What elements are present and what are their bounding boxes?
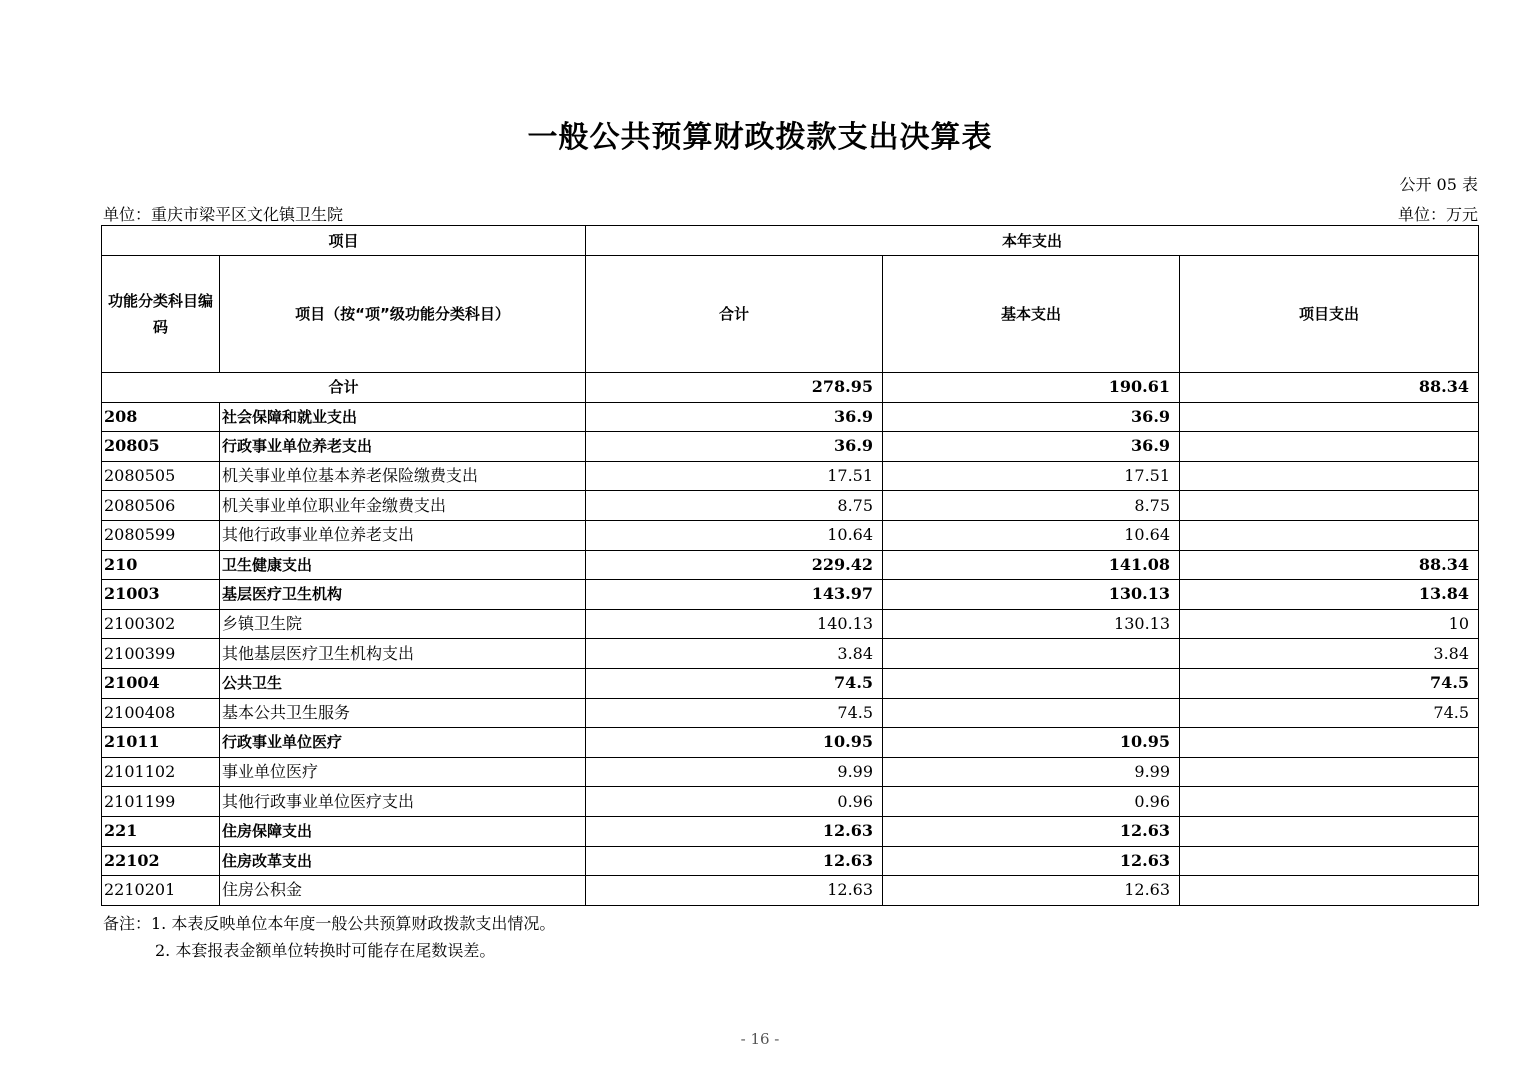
row-code: 21004 — [102, 668, 220, 698]
table-row — [102, 728, 1479, 758]
row-name: 基本公共卫生服务 — [220, 698, 586, 728]
row-total: 12.63 — [586, 846, 883, 876]
row-code: 2100408 — [102, 698, 220, 728]
table-row — [102, 580, 1479, 610]
table-row — [102, 698, 1479, 728]
row-basic: 36.9 — [883, 432, 1180, 462]
row-basic: 141.08 — [883, 550, 1180, 580]
form-number: 公开 05 表 — [1399, 175, 1478, 194]
row-item: 13.84 — [1180, 580, 1479, 610]
row-code: 2101102 — [102, 757, 220, 787]
row-item — [1180, 876, 1479, 906]
row-item — [1180, 728, 1479, 758]
table-row — [102, 609, 1479, 639]
row-item — [1180, 846, 1479, 876]
table-row — [102, 461, 1479, 491]
row-item — [1180, 402, 1479, 432]
row-name: 公共卫生 — [220, 668, 586, 698]
row-basic: 17.51 — [883, 461, 1180, 491]
row-total: 143.97 — [586, 580, 883, 610]
table-row — [102, 491, 1479, 521]
row-total: 36.9 — [586, 432, 883, 462]
row-code: 22102 — [102, 846, 220, 876]
header-project: 项目 — [102, 226, 586, 256]
header-current-year: 本年支出 — [586, 226, 1479, 256]
header-row-1 — [102, 226, 1479, 256]
row-code: 2080506 — [102, 491, 220, 521]
row-basic — [883, 639, 1180, 669]
row-name: 其他行政事业单位养老支出 — [220, 520, 586, 550]
total-sum: 278.95 — [586, 373, 883, 403]
table-row — [102, 846, 1479, 876]
table-row — [102, 520, 1479, 550]
note-1: 备注：1. 本表反映单位本年度一般公共预算财政拨款支出情况。 — [103, 914, 556, 933]
row-item — [1180, 816, 1479, 846]
row-item: 10 — [1180, 609, 1479, 639]
row-basic: 36.9 — [883, 402, 1180, 432]
page-number: - 16 - — [740, 1030, 780, 1048]
table-row — [102, 639, 1479, 669]
row-code: 21003 — [102, 580, 220, 610]
row-total: 74.5 — [586, 698, 883, 728]
row-name: 机关事业单位基本养老保险缴费支出 — [220, 461, 586, 491]
row-item — [1180, 461, 1479, 491]
table-row — [102, 816, 1479, 846]
header-row-2 — [102, 256, 1479, 373]
row-name: 乡镇卫生院 — [220, 609, 586, 639]
row-basic: 0.96 — [883, 787, 1180, 817]
row-basic: 130.13 — [883, 609, 1180, 639]
table-row — [102, 757, 1479, 787]
row-item: 88.34 — [1180, 550, 1479, 580]
header-basic: 基本支出 — [883, 256, 1180, 373]
budget-table — [101, 225, 1479, 906]
row-code: 2100399 — [102, 639, 220, 669]
row-name: 事业单位医疗 — [220, 757, 586, 787]
row-basic: 12.63 — [883, 876, 1180, 906]
note-2: 2. 本套报表金额单位转换时可能存在尾数误差。 — [155, 941, 496, 960]
row-name: 其他行政事业单位医疗支出 — [220, 787, 586, 817]
row-total: 9.99 — [586, 757, 883, 787]
total-row — [102, 373, 1479, 403]
row-total: 12.63 — [586, 876, 883, 906]
page-title: 一般公共预算财政拨款支出决算表 — [527, 120, 993, 155]
row-code: 2080599 — [102, 520, 220, 550]
row-item — [1180, 432, 1479, 462]
table-row — [102, 432, 1479, 462]
row-total: 74.5 — [586, 668, 883, 698]
row-total: 36.9 — [586, 402, 883, 432]
row-total: 0.96 — [586, 787, 883, 817]
row-basic: 12.63 — [883, 846, 1180, 876]
row-name: 卫生健康支出 — [220, 550, 586, 580]
row-code: 210 — [102, 550, 220, 580]
table-row — [102, 668, 1479, 698]
row-total: 12.63 — [586, 816, 883, 846]
table-row — [102, 787, 1479, 817]
row-code: 21011 — [102, 728, 220, 758]
row-code: 20805 — [102, 432, 220, 462]
total-label: 合计 — [102, 373, 586, 403]
row-code: 221 — [102, 816, 220, 846]
row-name: 住房公积金 — [220, 876, 586, 906]
table-row — [102, 402, 1479, 432]
table-row — [102, 876, 1479, 906]
row-basic — [883, 668, 1180, 698]
row-code: 2210201 — [102, 876, 220, 906]
row-item — [1180, 757, 1479, 787]
row-basic: 12.63 — [883, 816, 1180, 846]
row-name: 住房保障支出 — [220, 816, 586, 846]
row-name: 社会保障和就业支出 — [220, 402, 586, 432]
row-name: 基层医疗卫生机构 — [220, 580, 586, 610]
row-item: 74.5 — [1180, 698, 1479, 728]
row-name: 其他基层医疗卫生机构支出 — [220, 639, 586, 669]
unit-currency: 单位：万元 — [1397, 205, 1478, 224]
row-basic: 10.95 — [883, 728, 1180, 758]
row-total: 17.51 — [586, 461, 883, 491]
row-total: 140.13 — [586, 609, 883, 639]
row-total: 8.75 — [586, 491, 883, 521]
row-item — [1180, 520, 1479, 550]
row-name: 行政事业单位医疗 — [220, 728, 586, 758]
header-total: 合计 — [586, 256, 883, 373]
row-item: 3.84 — [1180, 639, 1479, 669]
row-code: 2100302 — [102, 609, 220, 639]
total-basic: 190.61 — [883, 373, 1180, 403]
row-total: 229.42 — [586, 550, 883, 580]
total-item: 88.34 — [1180, 373, 1479, 403]
table-row — [102, 550, 1479, 580]
header-name: 项目（按“项”级功能分类科目） — [220, 256, 586, 373]
row-code: 2101199 — [102, 787, 220, 817]
row-total: 3.84 — [586, 639, 883, 669]
row-basic: 8.75 — [883, 491, 1180, 521]
row-item: 74.5 — [1180, 668, 1479, 698]
row-basic: 10.64 — [883, 520, 1180, 550]
row-basic: 130.13 — [883, 580, 1180, 610]
row-name: 住房改革支出 — [220, 846, 586, 876]
row-code: 208 — [102, 402, 220, 432]
row-basic — [883, 698, 1180, 728]
header-code: 功能分类科目编码 — [102, 256, 220, 373]
row-total: 10.64 — [586, 520, 883, 550]
row-item — [1180, 491, 1479, 521]
row-name: 行政事业单位养老支出 — [220, 432, 586, 462]
unit-organization: 单位：重庆市梁平区文化镇卫生院 — [103, 205, 344, 224]
row-basic: 9.99 — [883, 757, 1180, 787]
footnotes — [103, 910, 555, 964]
header-item: 项目支出 — [1180, 256, 1479, 373]
row-total: 10.95 — [586, 728, 883, 758]
row-name: 机关事业单位职业年金缴费支出 — [220, 491, 586, 521]
row-code: 2080505 — [102, 461, 220, 491]
row-item — [1180, 787, 1479, 817]
